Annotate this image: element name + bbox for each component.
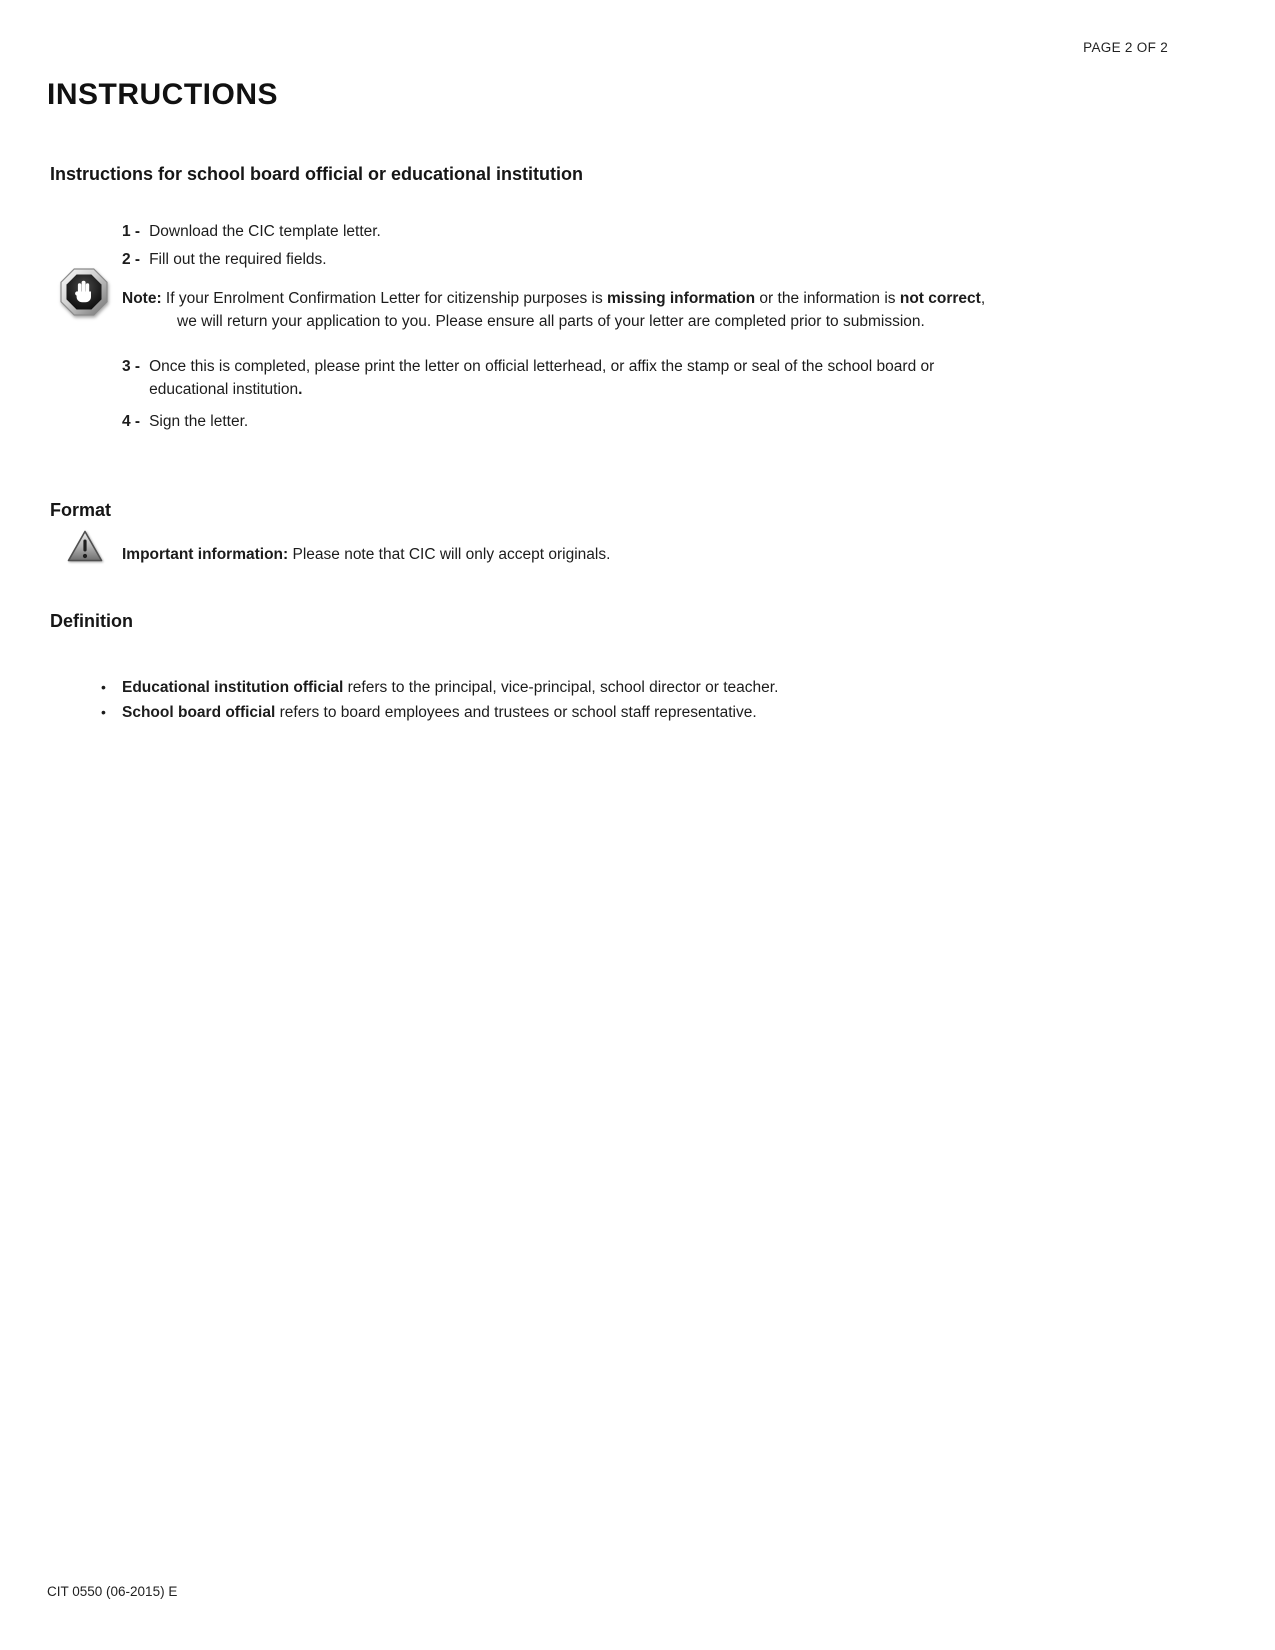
section-heading-instructions: Instructions for school board official or educational institution xyxy=(50,164,584,184)
important-information-text: Please note that CIC will only accept originals. xyxy=(288,546,611,563)
step-number: 1 - xyxy=(122,223,141,240)
important-information-label: Important information: xyxy=(122,546,289,563)
definition-list xyxy=(101,675,778,725)
page-indicator: PAGE 2 OF 2 xyxy=(1083,40,1168,55)
note-text-bold: missing information xyxy=(607,290,756,307)
form-number: CIT 0550 (06-2015) E xyxy=(47,1584,178,1599)
note-label: Note: xyxy=(122,290,162,307)
step-text: Download the CIC template letter. xyxy=(149,223,381,240)
note-text: , xyxy=(980,290,986,307)
step-number: 2 - xyxy=(122,251,141,268)
bullet-icon: • xyxy=(101,679,106,695)
step-text xyxy=(149,355,934,401)
bullet-icon: • xyxy=(101,704,106,720)
definition-body: refers to the principal, vice-principal, school director or teacher. xyxy=(343,679,779,696)
important-information-line xyxy=(122,543,610,566)
definition-term: Educational institution official xyxy=(122,679,344,696)
section-heading-definition: Definition xyxy=(50,611,133,631)
definition-body: refers to board employees and trustees or school staff representative. xyxy=(275,704,757,721)
step-text: Sign the letter. xyxy=(149,413,249,430)
instruction-step-1 xyxy=(122,220,381,243)
definition-term: School board official xyxy=(122,704,276,721)
definition-item-educational-institution-official xyxy=(101,675,778,700)
instruction-step-4 xyxy=(122,410,248,433)
section-heading-format: Format xyxy=(50,500,112,520)
definition-text xyxy=(122,675,778,700)
step-number: 4 - xyxy=(122,413,141,430)
note-line-2: we will return your application to you. Please ensure all parts of your letter are completed prior to submission. xyxy=(177,313,925,330)
step-text-line-2: educational institution xyxy=(149,381,299,398)
definition-text xyxy=(122,700,757,725)
step-text-bold-period: . xyxy=(298,381,303,398)
note-text: If your Enrolment Confirmation Letter for citizenship purposes is xyxy=(161,290,607,307)
page-title: INSTRUCTIONS xyxy=(47,78,278,111)
definition-item-school-board-official xyxy=(101,700,778,725)
note-line-1 xyxy=(122,287,1132,310)
warning-triangle-icon xyxy=(66,529,104,563)
step-text-line-1: Once this is completed, please print the letter on official letterhead, or affix the stamp or seal of the school board or xyxy=(149,358,935,375)
note-text: or the information is xyxy=(755,290,900,307)
instruction-step-2 xyxy=(122,248,327,271)
step-number: 3 - xyxy=(122,358,141,375)
stop-hand-icon xyxy=(59,267,109,317)
instruction-step-3 xyxy=(122,355,934,401)
step-text: Fill out the required fields. xyxy=(149,251,327,268)
note-paragraph xyxy=(122,287,1132,333)
note-text-bold: not correct xyxy=(899,290,981,307)
